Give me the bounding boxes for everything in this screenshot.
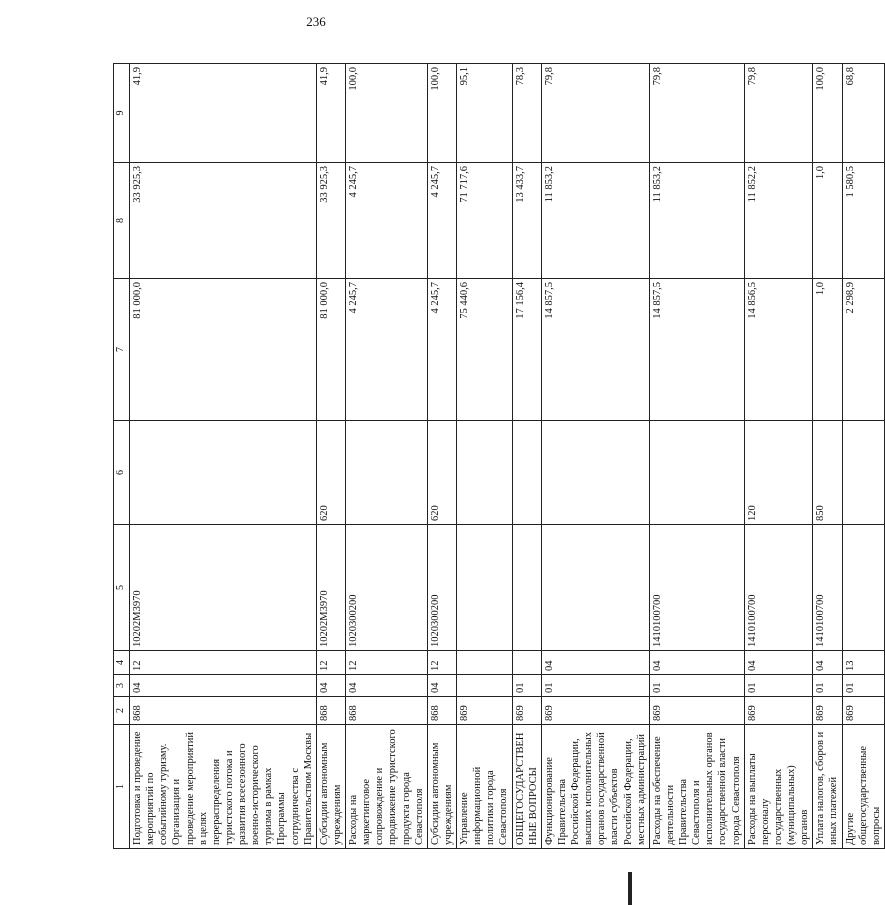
row-name: Расходы на выплаты персоналу государственных (муниципальных) органов: [744, 725, 813, 849]
cell-expense-type: [512, 421, 541, 525]
cell-planned: 81 000,0: [316, 279, 345, 421]
cell-ministry: 869: [744, 697, 813, 725]
cell-percent: 100,0: [427, 64, 456, 163]
cell-expense-type: 620: [316, 421, 345, 525]
cell-percent: 78,3: [512, 64, 541, 163]
table-row: [346, 64, 428, 849]
column-header: 3: [114, 675, 130, 697]
table-row: [512, 64, 541, 849]
row-name: Субсидии автономным учреждениям: [316, 725, 345, 849]
cell-percent: 100,0: [813, 64, 842, 163]
cell-section: 01: [541, 675, 649, 697]
column-header: 2: [114, 697, 130, 725]
cell-target-article: [457, 525, 513, 651]
table-stage: [113, 64, 882, 849]
cell-expense-type: 120: [744, 421, 813, 525]
cell-percent: 41,9: [130, 64, 317, 163]
cell-executed: 11 853,2: [541, 163, 649, 279]
cell-expense-type: [649, 421, 744, 525]
cell-executed: 11 852,2: [744, 163, 813, 279]
cell-percent: 95,1: [457, 64, 513, 163]
cell-ministry: 868: [427, 697, 456, 725]
table-row: [842, 64, 884, 849]
cell-subsection: 04: [744, 651, 813, 675]
cell-ministry: 868: [130, 697, 317, 725]
cell-planned: 4 245,7: [346, 279, 428, 421]
cell-target-article: 10202М3970: [130, 525, 317, 651]
cell-expense-type: [842, 421, 884, 525]
column-header: 4: [114, 651, 130, 675]
cell-ministry: 869: [842, 697, 884, 725]
cell-planned: 1,0: [813, 279, 842, 421]
cell-target-article: 1410100700: [744, 525, 813, 651]
cell-target-article: 10202М3970: [316, 525, 345, 651]
cell-section: [457, 675, 513, 697]
row-name: Другие общегосударственные вопросы: [842, 725, 884, 849]
cell-planned: 4 245,7: [427, 279, 456, 421]
cell-executed: 4 245,7: [427, 163, 456, 279]
cell-expense-type: [130, 421, 317, 525]
cell-executed: 1 580,5: [842, 163, 884, 279]
cell-ministry: 869: [512, 697, 541, 725]
row-name: Подготовка и проведение мероприятий по событийному туризму. Организация и проведение мероприятий в целях перераспределения туристского потока и развития всесезонного военно-исторического туризма в рамках Программы сотрудничества с Правительством Москвы: [130, 725, 317, 849]
row-name: Уплата налогов, сборов и иных платежей: [813, 725, 842, 849]
table-header-row: [114, 64, 130, 849]
cell-target-article: [541, 525, 649, 651]
cell-executed: 71 717,6: [457, 163, 513, 279]
row-name: Субсидии автономным учреждениям: [427, 725, 456, 849]
cell-executed: 13 433,7: [512, 163, 541, 279]
table-row: [316, 64, 345, 849]
cell-executed: 33 925,3: [130, 163, 317, 279]
cell-subsection: 13: [842, 651, 884, 675]
cell-ministry: 869: [541, 697, 649, 725]
cell-section: 01: [842, 675, 884, 697]
cell-ministry: 869: [813, 697, 842, 725]
cell-subsection: 04: [813, 651, 842, 675]
rotated-table-container: [113, 64, 882, 849]
cell-planned: 81 000,0: [130, 279, 317, 421]
cell-section: 04: [316, 675, 345, 697]
cell-expense-type: [541, 421, 649, 525]
cell-percent: 100,0: [346, 64, 428, 163]
column-header: 7: [114, 279, 130, 421]
cell-ministry: 869: [457, 697, 513, 725]
cell-expense-type: 620: [427, 421, 456, 525]
page-edge-mark: [628, 872, 632, 905]
cell-percent: 79,8: [649, 64, 744, 163]
cell-executed: 11 853,2: [649, 163, 744, 279]
cell-target-article: 1020300200: [346, 525, 428, 651]
cell-planned: 14 857,5: [541, 279, 649, 421]
cell-target-article: 1410100700: [649, 525, 744, 651]
cell-subsection: [512, 651, 541, 675]
cell-ministry: 868: [316, 697, 345, 725]
cell-planned: 14 857,5: [649, 279, 744, 421]
cell-section: 04: [130, 675, 317, 697]
column-header: 5: [114, 525, 130, 651]
cell-ministry: 868: [346, 697, 428, 725]
row-name: Расходы на маркетинговое сопровождение и продвижение туристского продукта города Севастополя: [346, 725, 428, 849]
row-name: Функционирование Правительства Российской Федерации, высших исполнительных органов государственной власти субъектов Российской Федерации, местных администраций: [541, 725, 649, 849]
cell-planned: 14 856,5: [744, 279, 813, 421]
cell-section: 01: [813, 675, 842, 697]
cell-subsection: 04: [541, 651, 649, 675]
column-header: 6: [114, 421, 130, 525]
cell-subsection: 12: [130, 651, 317, 675]
cell-percent: 68,8: [842, 64, 884, 163]
cell-percent: 41,9: [316, 64, 345, 163]
cell-executed: 33 925,3: [316, 163, 345, 279]
cell-expense-type: [457, 421, 513, 525]
table-row: [649, 64, 744, 849]
cell-target-article: [842, 525, 884, 651]
table-row: [813, 64, 842, 849]
cell-section: 04: [427, 675, 456, 697]
column-header: 9: [114, 64, 130, 163]
cell-percent: 79,8: [744, 64, 813, 163]
budget-table: [113, 63, 885, 849]
row-name: Расходы на обеспечение деятельности Правительства Севастополя и исполнительных органов государственной власти города Севастополя: [649, 725, 744, 849]
cell-section: 01: [744, 675, 813, 697]
cell-percent: 79,8: [541, 64, 649, 163]
cell-section: 04: [346, 675, 428, 697]
cell-planned: 17 156,4: [512, 279, 541, 421]
table-row: [541, 64, 649, 849]
column-header: 1: [114, 725, 130, 849]
column-header: 8: [114, 163, 130, 279]
cell-target-article: 1020300200: [427, 525, 456, 651]
cell-subsection: 12: [427, 651, 456, 675]
cell-target-article: [512, 525, 541, 651]
cell-planned: 75 440,6: [457, 279, 513, 421]
table-row: [130, 64, 317, 849]
cell-subsection: 04: [649, 651, 744, 675]
table-row: [744, 64, 813, 849]
table-row: [427, 64, 456, 849]
cell-ministry: 869: [649, 697, 744, 725]
row-name: Управление информационной политики города Севастополя: [457, 725, 513, 849]
page-number: 236: [306, 14, 326, 29]
cell-planned: 2 298,9: [842, 279, 884, 421]
cell-target-article: 1410100700: [813, 525, 842, 651]
cell-section: 01: [512, 675, 541, 697]
table-row: [457, 64, 513, 849]
cell-executed: 1,0: [813, 163, 842, 279]
cell-section: 01: [649, 675, 744, 697]
row-name: ОБЩЕГОСУДАРСТВЕННЫЕ ВОПРОСЫ: [512, 725, 541, 849]
cell-executed: 4 245,7: [346, 163, 428, 279]
cell-expense-type: [346, 421, 428, 525]
cell-expense-type: 850: [813, 421, 842, 525]
cell-subsection: 12: [346, 651, 428, 675]
cell-subsection: [457, 651, 513, 675]
cell-subsection: 12: [316, 651, 345, 675]
